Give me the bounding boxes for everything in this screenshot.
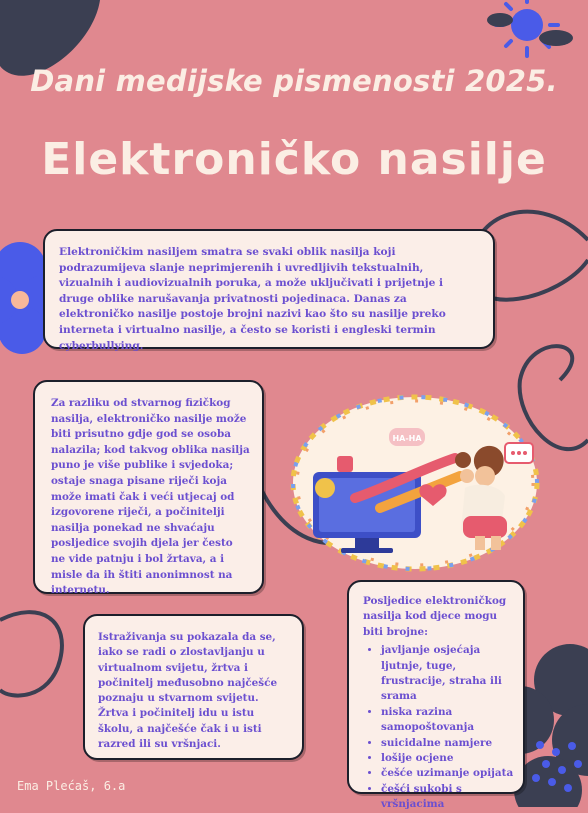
dislike-icon xyxy=(337,456,353,472)
research-box xyxy=(83,614,304,760)
intro-box xyxy=(43,229,495,352)
cyberbullying-illustration xyxy=(285,388,545,578)
list-item: • češće uzimanje opijata xyxy=(381,766,515,781)
difference-box xyxy=(33,380,264,597)
sun-icon xyxy=(487,0,573,56)
research-text: Istraživanja su pokazala da se, iako se radi o zlostavljanju u virtualnom svijetu, žrtva i počinitelj međusobno najčešće poznaju u stvarnom svijetu. Žrtva i počinitelj idu u istu školu, a najčešće čak i u isti razred ili su vršnjaci. xyxy=(98,631,278,751)
author-credit: Ema Plećaš, 6.a xyxy=(17,779,126,793)
consequences-list xyxy=(363,643,515,812)
consequences-intro: Posljedice elektroničkog nasilja kod djece mogu biti brojne: xyxy=(363,595,507,638)
list-item: • suicidalne namjere xyxy=(381,736,515,751)
list-item: • niska razina samopoštovanja xyxy=(381,705,515,736)
intro-text: Elektroničkim nasiljem smatra se svaki oblik nasilja koji podrazumijeva slanje neprimjerenih i uvredljivih tekstualnih, vizualnih i audiovizualnih poruka, a može uključivati i prijetnje i druge oblike narušavanja privatnosti pojedinaca. Danas za elektroničko nasilje postoje brojni nazivi kao što su nasilje preko interneta i virtualno nasilje, a često se koristi i engleski termin cyberbullying. xyxy=(59,246,446,352)
list-item: • javljanje osjećaja ljutnje, tuge, frustracije, straha ili srama xyxy=(381,643,515,705)
difference-text: Za razliku od stvarnog fizičkog nasilja, elektroničko nasilje može biti prisutno gdje god se osoba nalazila; kod takvog oblika nasilja puno je više publike i svjedoka; ostaje snaga pisane riječi koja može imati čak i veći utjecaj od izgovorene riječi, a počinitelji nasilja ponekad ne shvaćaju posljedice svojih djela jer često ne vide patnju i bol žrtava, a i misle da ih štiti anonimnost na internetu. xyxy=(51,397,250,597)
page-title: Elektroničko nasilje xyxy=(41,134,547,185)
bubble-text: HA-HA xyxy=(392,434,422,443)
consequences-box xyxy=(347,580,525,811)
angry-emoji-icon xyxy=(315,478,335,498)
list-item: • lošije ocjene xyxy=(381,751,515,766)
event-title: Dani medijske pismenosti 2025. xyxy=(30,64,558,98)
list-item: • češći sukobi s vršnjacima xyxy=(381,782,515,813)
